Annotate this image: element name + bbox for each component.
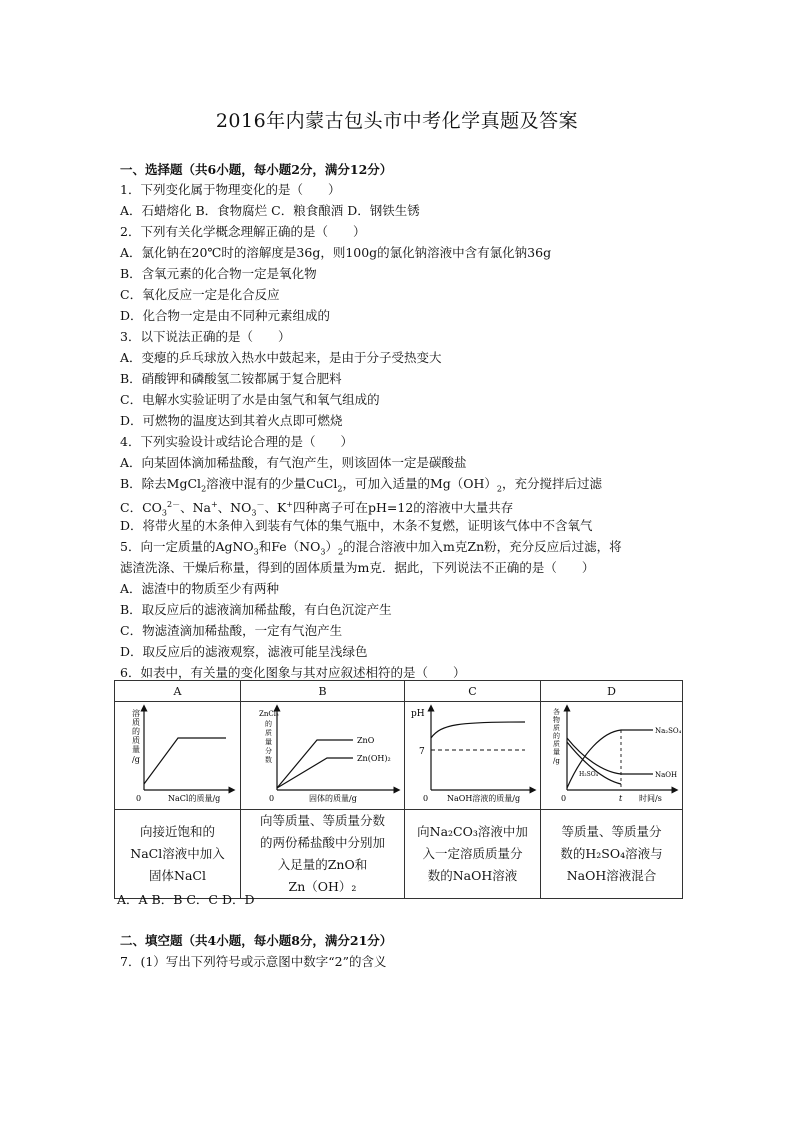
desc-d: 等质量、等质量分 数的H₂SO₄溶液与 NaOH溶液混合 xyxy=(541,810,683,899)
question-line: C．物滤渣滴加稀盐酸，一定有气泡产生 xyxy=(120,623,343,638)
question-line: D．化合物一定是由不同种元素组成的 xyxy=(120,308,331,323)
question-line: A．向某固体滴加稀盐酸，有气泡产生，则该固体一定是碳酸盐 xyxy=(120,455,467,470)
x-axis-label: 时间/s xyxy=(638,794,662,803)
y-label-char: 量 xyxy=(552,748,560,756)
y-label-char: 物 xyxy=(552,716,560,724)
table-header-d: D xyxy=(541,681,683,702)
graph-b xyxy=(243,702,403,806)
y-axis-label: pH xyxy=(410,709,425,719)
graph-d-cell xyxy=(541,702,683,810)
question-line: 滤渣洗涤、干燥后称量，得到的固体质量为m克．据此，下列说法不正确的是（ ） xyxy=(120,560,595,575)
y-label-char: 各 xyxy=(552,708,560,716)
origin-label: 0 xyxy=(268,794,274,803)
table-header-c: C xyxy=(405,681,541,702)
y-label-char: 质 xyxy=(552,724,560,732)
question-line: 7．(1）写出下列符号或示意图中数字“2”的含义 xyxy=(120,954,387,969)
y-label-char: 质 xyxy=(264,729,272,737)
y-label-char: 质 xyxy=(131,736,140,745)
curve-label: NaOH xyxy=(654,771,677,779)
question-line-q5: 5．向一定质量的AgNO$_3$和$Fe(NO_3)_2$的混合溶液中加入m克Zn粉，充分反应后过滤，将 xyxy=(120,539,622,557)
question-line-q4b: B．除去MgCl$_2$溶液中混有的少量CuCl$_2$，可加入适量的$Mg(OH)_2$，充分搅拌后过滤 xyxy=(120,476,602,494)
question-line: 6．如表中，有关量的变化图象与其对应叙述相符的是（ ） xyxy=(120,665,466,680)
question-line: D．可燃物的温度达到其着火点即可燃烧 xyxy=(120,413,343,428)
q6-options: A．A B．B C．C D．D xyxy=(117,892,255,907)
tick-label-7: 7 xyxy=(418,747,425,757)
y-label-char: 的 xyxy=(131,727,140,736)
x-axis-label: NaOH溶液的质量/g xyxy=(446,794,520,803)
graph-c-cell xyxy=(405,702,541,810)
section-heading-choice: 一、选择题（共6小题，每小题2分，满分12分） xyxy=(120,162,393,177)
question-line: B．含氧元素的化合物一定是氧化物 xyxy=(120,266,317,281)
desc-c: 向Na₂CO₃溶液中加 入一定溶质质量分 数的NaOH溶液 xyxy=(405,810,541,899)
question-line: 4．下列实验设计或结论合理的是（ ） xyxy=(120,434,353,449)
question-line: 3．以下说法正确的是（ ） xyxy=(120,329,291,344)
question-line: D．取反应后的滤液观察，滤液可能呈浅绿色 xyxy=(120,644,368,659)
question-line: B．硝酸钾和磷酸氢二铵都属于复合肥料 xyxy=(120,371,342,386)
graph-table xyxy=(114,680,683,899)
question-line: 1．下列变化属于物理变化的是（ ） xyxy=(120,182,341,197)
question-line: C．电解水实验证明了水是由氢气和氧气组成的 xyxy=(120,392,380,407)
question-line: B．取反应后的滤液滴加稀盐酸，有白色沉淀产生 xyxy=(120,602,392,617)
x-axis-label: NaCl的质量/g xyxy=(167,794,220,803)
question-line: C．氧化反应一定是化合反应 xyxy=(120,287,280,302)
y-label-char: 质 xyxy=(131,718,140,727)
y-label-char: ZnCl₂ xyxy=(258,710,279,718)
graph-b-cell xyxy=(241,702,405,810)
graph-d xyxy=(543,702,681,806)
desc-b: 向等质量、等质量分数 的两份稀盐酸中分别加 入足量的ZnO和 Zn（OH）₂ xyxy=(241,810,405,899)
question-line: 2．下列有关化学概念理解正确的是（ ） xyxy=(120,224,366,239)
y-label-char: 的 xyxy=(264,720,272,728)
x-axis-label: 固体的质量/g xyxy=(308,794,357,803)
curve-label: H₂SO₄ xyxy=(578,771,598,778)
question-line: A．滤渣中的物质至少有两种 xyxy=(120,581,280,596)
page-title: 2016年内蒙古包头市中考化学真题及答案 xyxy=(215,110,579,132)
graph-a xyxy=(118,702,238,806)
question-line: D．将带火星的木条伸入到装有气体的集气瓶中，木条不复燃，证明该气体中不含氧气 xyxy=(120,518,593,533)
y-label-char: /g xyxy=(552,757,560,765)
question-line-q4c: C．$CO_3^{2-}$、Na+、$NO_3^-$、K+四种离子可在pH=12的溶液中大量共存 xyxy=(120,500,514,518)
y-label-char: 分 xyxy=(264,747,272,755)
y-label-char: 的 xyxy=(552,732,560,740)
curve-label: Na₂SO₄ xyxy=(654,727,681,735)
curve-c xyxy=(431,722,525,738)
curve-label: ZnO xyxy=(356,736,374,745)
y-label-char: 质 xyxy=(552,740,560,748)
y-label-char: /g xyxy=(131,755,140,764)
section-heading-fill: 二、填空题（共4小题，每小题8分，满分21分） xyxy=(120,933,393,948)
curve-na2so4 xyxy=(567,730,653,788)
y-label-char: 数 xyxy=(264,756,272,764)
t-label: t xyxy=(618,794,622,803)
origin-label: 0 xyxy=(560,794,566,803)
origin-label: 0 xyxy=(135,794,141,803)
question-line: A．变瘪的乒乓球放入热水中鼓起来，是由于分子受热变大 xyxy=(120,350,442,365)
question-line: A．氯化钠在20℃时的溶解度是36g，则100g的氯化钠溶液中含有氯化钠36g xyxy=(120,245,552,260)
table-header-b: B xyxy=(241,681,405,702)
y-label-char: 量 xyxy=(264,738,272,746)
y-label-char: 量 xyxy=(131,745,140,754)
question-line: A．石蜡熔化 B．食物腐烂 C．粮食酿酒 D．钢铁生锈 xyxy=(120,203,420,218)
y-label-char: 溶 xyxy=(131,709,140,718)
graph-c xyxy=(407,702,539,806)
graph-a-cell xyxy=(115,702,241,810)
desc-a: 向接近饱和的 NaCl溶液中加入 固体NaCl xyxy=(115,810,241,899)
curve-label: Zn(OH)₂ xyxy=(356,754,391,763)
origin-label: 0 xyxy=(422,794,428,803)
table-header-a: A xyxy=(115,681,241,702)
curve-znoh2 xyxy=(277,758,353,788)
curve-a xyxy=(144,738,226,784)
